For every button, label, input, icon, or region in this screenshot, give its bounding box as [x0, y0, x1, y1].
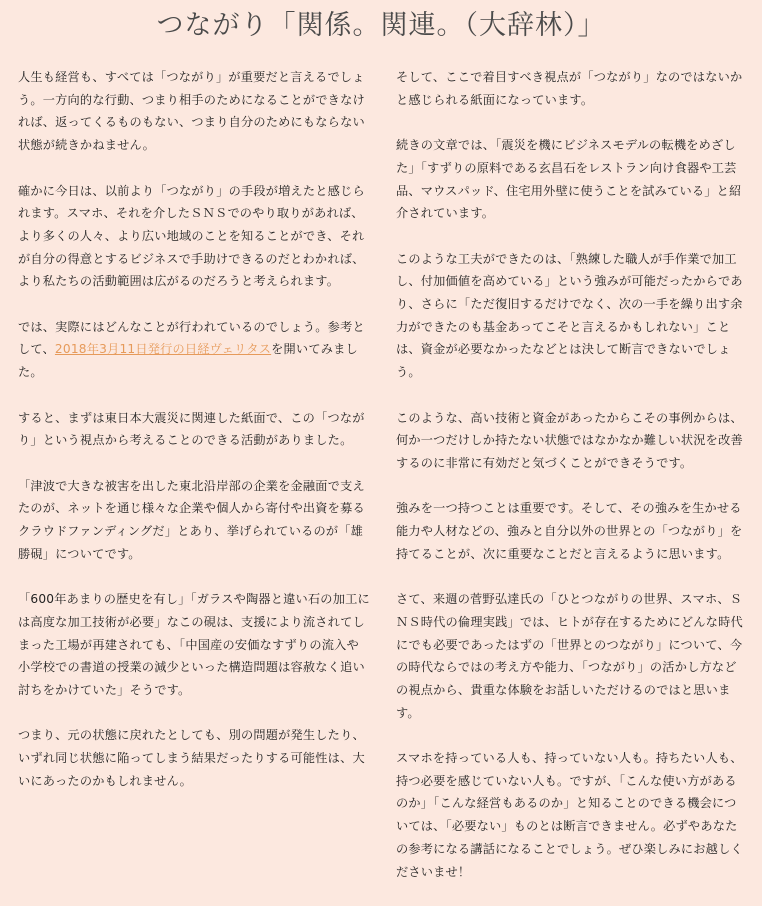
paragraph: このような工夫ができたのは、「熟練した職人が手作業で加工し、付加価値を高めている」という強みが可能だったからであり、さらに「ただ復旧するだけでなく、次の一手を繰り出す余力ができたのも基金あってこそと言えるかもしれない」ことは、資金が必要なかったなどとは決して断言できないでしょう。: [396, 251, 743, 380]
paragraph: さて、来週の菅野弘達氏の「ひとつながりの世界、スマホ、ＳＮＳ時代の倫理実践」では、ヒトが存在するためにどんな時代にでも必要であったはずの「世界とのつながり」について、今の時代ならではの考え方や能力、「つながり」の活かし方などの視点から、貴重な体験をお話しいただけるのではと思います。: [396, 592, 743, 720]
right-column: [396, 66, 748, 906]
paragraph: 「津波で大きな被害を出した東北沿岸部の企業を金融面で支えたのが、ネットを通じ様々な企業や個人から寄付や出資を募るクラウドファンディングだ」とあり、挙げられているのが「雄勝硯」についてです。: [18, 478, 365, 561]
paragraph: 強みを一つ持つことは重要です。そして、その強みを生かせる能力や人材などの、強みと自分以外の世界との「つながり」を持てることが、次に重要なことだと言えるように思います。: [396, 501, 743, 561]
paragraph: つまり、元の状態に戻れたとしても、別の問題が発生したり、いずれ同じ状態に陥ってしまう結果だったりする可能性は、大いにあったのかもしれません。: [18, 728, 365, 788]
paragraph-with-link: [18, 316, 370, 384]
paragraph: すると、まずは東日本大震災に関連した紙面で、この「つながり」という視点から考えることのできる活動がありました。: [18, 410, 365, 448]
paragraph: このような、高い技術と資金があったからこその事例からは、何か一つだけしか持たない状態ではなかなか難しい状況を改善するのに非常に有効だと気づくことができそうです。: [396, 410, 743, 470]
paragraph-text: では、実際にはどんなことが行われているのでしょう。参考として、: [18, 319, 365, 357]
paragraph: 「600年あまりの歴史を有し」「ガラスや陶器と違い石の加工には高度な加工技術が必要」なこの硯は、支援により流されてしまった工場が再建されても、「中国産の安価なすずりの流入や小学校での書道の授業の減少といった構造問題は容赦なく追い討ちをかけていた」そうです。: [18, 592, 370, 697]
paragraph: そして、ここで着目すべき視点が「つながり」なのではないかと感じられる紙面になっています。: [396, 70, 743, 107]
paragraph: 人生も経営も、すべては「つながり」が重要だと言えるでしょう。一方向的な行動、つまり相手のためになることができなければ、返ってくるものもない、つまり自分のためにもならない状態が続きかねません。: [18, 70, 365, 153]
nikkei-veritas-link[interactable]: 2018年3月11日発行の日経ヴェリタス: [54, 342, 272, 357]
page-title: つながり「関係。関連。（大辞林）」: [156, 10, 606, 41]
paragraph: 確かに今日は、以前より「つながり」の手段が増えたと感じられます。スマホ、それを介したＳＮＳでのやり取りがあれば、より多くの人々、より広い地域のことを知ることができ、それが自分の得意とするビジネスで手助けできるのだとわかれば、より私たちの活動範囲は広がるのだろうと考えられます。: [18, 183, 365, 289]
paragraph-text: を開いてみました。: [18, 342, 358, 380]
paragraph: 続きの文章では、「震災を機にビジネスモデルの転機をめざした」「すずりの原料である玄昌石をレストラン向け食器や工芸品、マウスパッド、住宅用外壁に使うことを試みている」と紹介されています。: [396, 138, 742, 221]
paragraph: スマホを持っている人も、持っていない人も。持ちたい人も、持つ必要を感じていない人も。ですが、「こんな使い方があるのか」「こんな経営もあるのか」と知ることのできる機会については、「必要ない」ものとは断言できません。必ずやあなたの参考になる講話になることでしょう。ぜひ楽しみにお越しくださいませ！: [396, 751, 743, 879]
left-column: [18, 66, 370, 815]
